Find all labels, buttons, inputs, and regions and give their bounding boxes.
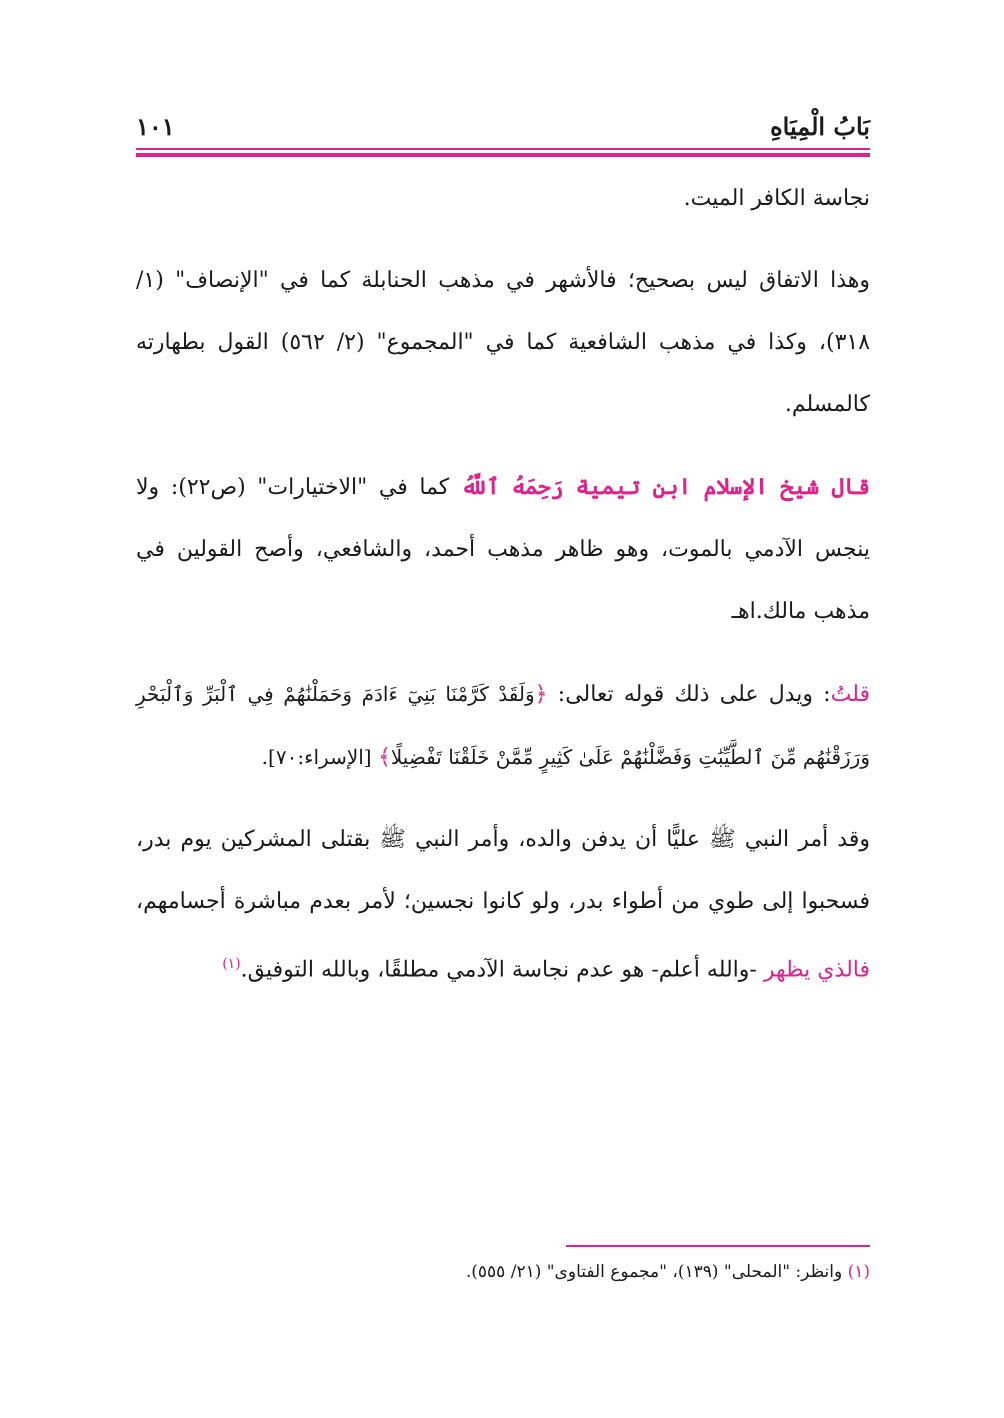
paragraph-3 [136, 456, 870, 643]
verse-reference: [الإسراء:٧٠]. [261, 745, 378, 769]
paragraph-5-start: وقد أمر النبي ﷺ عليًّا أن يدفن والده، وأمر النبي ﷺ بقتلى المشركين يوم بدر، فسحبوا إلى طوي من أطواء بدر، ولو كانوا نجسين؛ لأمر بعدم مباشرة أجسامهم، [136, 827, 870, 914]
footnote-separator [566, 1245, 870, 1247]
paragraph-4 [136, 663, 870, 789]
author-note-lead: قلتُ [830, 682, 870, 707]
paragraph-5-end: -والله أعلم- هو عدم نجاسة الآدمي مطلقًا، وبالله التوفيق. [240, 957, 764, 983]
footnote-marker: (١) [847, 1262, 870, 1282]
quote-attribution: قال شيخ الإسلام ابن تيمية رَحِمَهُ ٱللَّهُ [460, 474, 870, 500]
chapter-title: بَابُ الْمِيَاهِ [770, 112, 870, 141]
header-rule-thin [136, 148, 870, 150]
conclusion-lead: فالذي يظهر [763, 957, 870, 983]
quran-verse: وَلَقَدْ كَرَّمْنَا بَنِيٓ ءَادَمَ وَحَمَلْنَٰهُمْ فِي ٱلْبَرِّ وَٱلْبَحْرِ وَرَزَقْنَٰهُم مِّنَ ٱلطَّيِّبَٰتِ وَفَضَّلْنَٰهُمْ عَلَىٰ كَثِيرٍ مِّمَّنْ خَلَقْنَا تَفْضِيلًا [136, 682, 870, 769]
verse-intro: : ويدل على ذلك قوله تعالى: [547, 682, 831, 707]
verse-bracket-open: ﴿ [534, 682, 548, 707]
paragraph-1: نجاسة الكافر الميت. [683, 186, 870, 211]
quote-text: كما في "الاختيارات" (ص٢٢): ولا ينجس الآدمي بالموت، وهو ظاهر مذهب أحمد، والشافعي، وأصح القولين في مذهب مالك.اهـ [136, 475, 870, 624]
page-body [136, 168, 870, 1001]
header-rule-thick [136, 153, 870, 157]
page-header [136, 112, 870, 152]
page-number: ١٠١ [136, 112, 175, 141]
paragraph-2: وهذا الاتفاق ليس بصحيح؛ فالأشهر في مذهب الحنابلة كما في "الإنصاف" (١/ ٣١٨)، وكذا في مذهب الشافعية كما في "المجموع" (٢/ ٥٦٢) القول بطهارته كالمسلم. [136, 268, 871, 417]
footnote-ref[interactable]: (١) [222, 956, 241, 972]
footnote [136, 1262, 870, 1282]
verse-bracket-close: ﴾ [377, 745, 391, 770]
footnote-text: وانظر: "المحلى" (١٣٩)، "مجموع الفتاوى" (٢١/ ٥٥٥). [465, 1262, 848, 1282]
paragraph-5 [136, 809, 870, 1001]
